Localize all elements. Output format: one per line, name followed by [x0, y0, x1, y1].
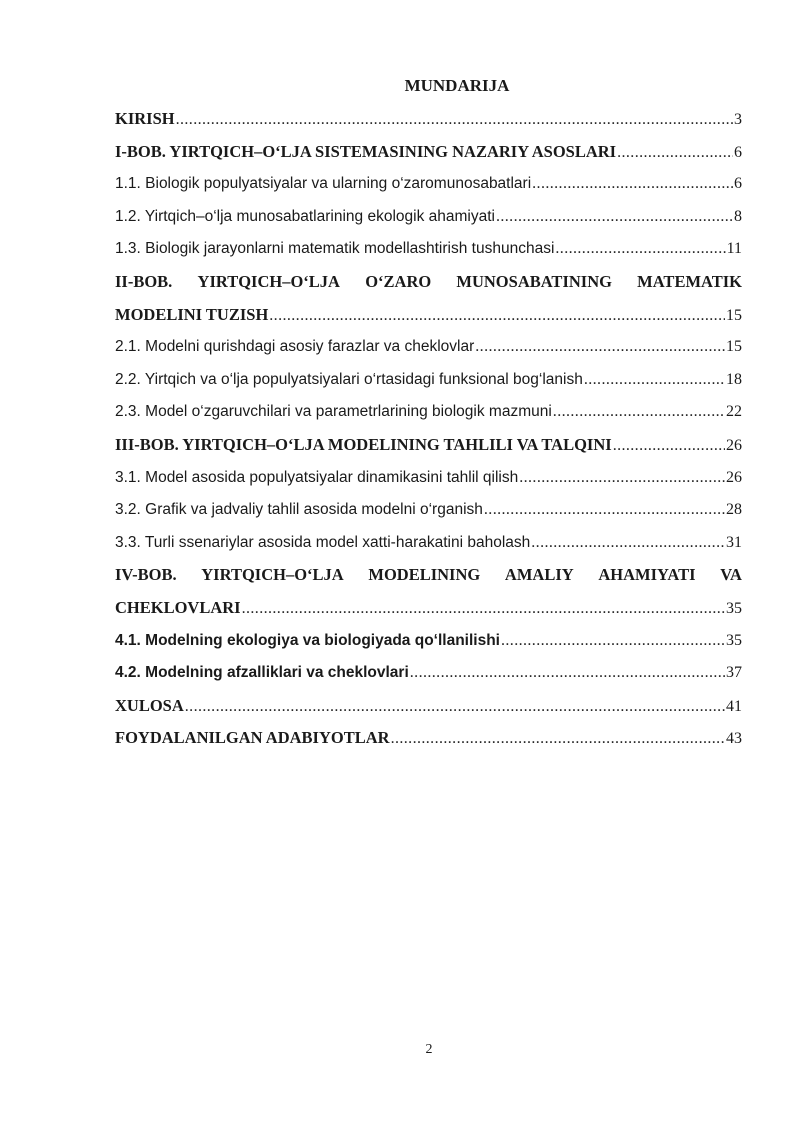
- toc-entry-word: IV-BOB.: [115, 565, 177, 585]
- toc-entry-word: AHAMIYATI: [598, 565, 696, 585]
- dot-leader: [391, 723, 725, 756]
- toc-entry-page: 6: [734, 175, 742, 193]
- dot-leader: [555, 233, 725, 266]
- toc-entry-label: 2.2. Yirtqich va o‘lja populyatsiyalari o‘rtasidagi funksional bog‘lanish: [115, 370, 583, 388]
- toc-entry-section-4-2: [115, 657, 742, 690]
- toc-entry-chapter-2-line-1: [115, 266, 742, 299]
- toc-entry-label: I-BOB. YIRTQICH–O‘LJA SISTEMASINING NAZARIY ASOSLARI: [115, 141, 617, 161]
- dot-leader: [519, 462, 725, 495]
- dot-leader: [484, 494, 725, 527]
- toc-entry-word: AMALIY: [504, 565, 574, 585]
- dot-leader: [242, 593, 725, 626]
- dot-leader: [475, 331, 725, 364]
- toc-entry-label: 2.1. Modelni qurishdagi asosiy farazlar va cheklovlar: [115, 338, 475, 356]
- dot-leader: [410, 657, 725, 690]
- toc-entry-chapter-3: [115, 429, 742, 462]
- page-number: 2: [425, 1042, 433, 1057]
- dot-leader: [185, 691, 725, 724]
- toc-entry-page: 26: [726, 436, 742, 454]
- toc-entry-section-1-1: [115, 168, 742, 201]
- toc-entry-page: 6: [734, 143, 742, 161]
- dot-leader: [584, 364, 725, 397]
- toc-entry-label: MODELINI TUZISH: [115, 304, 269, 324]
- toc-entry-label: 2.3. Model o‘zgaruvchilari va parametrlarining biologik mazmuni: [115, 403, 552, 421]
- dot-leader: [501, 625, 725, 658]
- toc-entry-page: 8: [734, 207, 742, 225]
- toc-entry-page: 31: [726, 533, 742, 551]
- dot-leader: [176, 104, 733, 137]
- toc-entry-section-3-1: [115, 462, 742, 495]
- toc-entry-page: 37: [726, 664, 742, 682]
- toc-entry-word: YIRTQICH–O‘LJA: [201, 565, 344, 585]
- dot-leader: [269, 300, 725, 333]
- toc-entry-page: 35: [726, 631, 742, 649]
- toc-entry-page: 41: [726, 697, 742, 715]
- toc-entry-references: [115, 722, 742, 755]
- toc-entry-page: 18: [726, 370, 742, 388]
- toc-entry-page: 43: [726, 730, 742, 748]
- dot-leader: [617, 137, 733, 170]
- toc-entry-page: 3: [734, 111, 742, 128]
- dot-leader: [553, 396, 725, 429]
- toc-entry-word: YIRTQICH–O‘LJA: [197, 271, 340, 291]
- toc-entry-word: MATEMATIK: [637, 271, 742, 291]
- toc-entry-label: 1.1. Biologik populyatsiyalar va ularning o‘zaromunosabatlari: [115, 175, 532, 193]
- toc-entry-label: III-BOB. YIRTQICH–O‘LJA MODELINING TAHLILI VA TALQINI: [115, 434, 612, 454]
- toc-entry-chapter-4-line-2: [115, 592, 742, 625]
- toc-entry-xulosa: [115, 690, 742, 723]
- toc-entry-chapter-4-line-1: [115, 559, 742, 592]
- toc-entry-word: VA: [720, 565, 742, 585]
- toc-entry-section-1-2: [115, 201, 742, 234]
- toc-entry-chapter-1: [115, 136, 742, 169]
- toc-entry-label: 1.3. Biologik jarayonlarni matematik modellashtirish tushunchasi: [115, 240, 555, 258]
- toc-entry-page: 11: [726, 240, 742, 258]
- toc-entry-section-2-3: [115, 396, 742, 429]
- toc-entry-section-2-1: [115, 331, 742, 364]
- toc-entry-page: 15: [726, 306, 742, 324]
- dot-leader: [532, 168, 733, 201]
- toc-entry-section-3-3: [115, 527, 742, 560]
- toc-entry-label: CHEKLOVLARI: [115, 597, 241, 617]
- toc-entry-chapter-2-line-2: [115, 299, 742, 332]
- toc-entry-label: 1.2. Yirtqich–o‘lja munosabatlarining ekologik ahamiyati: [115, 207, 495, 225]
- toc-entry-page: 22: [726, 403, 742, 421]
- toc-entry-label: 3.3. Turli ssenariylar asosida model xatti-harakatini baholash: [115, 533, 531, 551]
- toc-entry-section-3-2: [115, 494, 742, 527]
- toc-entry-section-4-1: [115, 625, 742, 658]
- dot-leader: [613, 430, 725, 463]
- toc-entry-label: 3.1. Model asosida populyatsiyalar dinamikasini tahlil qilish: [115, 468, 519, 486]
- toc-entry-word: MODELINING: [368, 565, 481, 585]
- dot-leader: [531, 527, 725, 560]
- toc-entry-label: KIRISH: [115, 109, 175, 128]
- toc-entry-label: 4.2. Modelning afzalliklari va cheklovlari: [115, 664, 409, 682]
- toc-entry-section-2-2: [115, 364, 742, 397]
- dot-leader: [496, 201, 733, 234]
- toc-entry-word: II-BOB.: [115, 271, 173, 291]
- table-of-contents: [115, 103, 742, 755]
- toc-entry-page: 26: [726, 468, 742, 486]
- toc-entry-kirish: [115, 103, 742, 136]
- toc-entry-label: FOYDALANILGAN ADABIYOTLAR: [115, 728, 390, 748]
- toc-entry-label: 3.2. Grafik va jadvaliy tahlil asosida modelni o‘rganish: [115, 501, 483, 519]
- toc-entry-label: XULOSA: [115, 695, 184, 715]
- toc-entry-word: O‘ZARO: [365, 271, 432, 291]
- toc-entry-section-1-3: [115, 233, 742, 266]
- toc-entry-word: MUNOSABATINING: [456, 271, 612, 291]
- toc-entry-page: 15: [726, 338, 742, 356]
- toc-entry-page: 28: [726, 501, 742, 519]
- toc-entry-page: 35: [726, 599, 742, 617]
- toc-entry-label: 4.1. Modelning ekologiya va biologiyada qo‘llanilishi: [115, 631, 500, 649]
- page-title: MUNDARIJA: [404, 76, 510, 95]
